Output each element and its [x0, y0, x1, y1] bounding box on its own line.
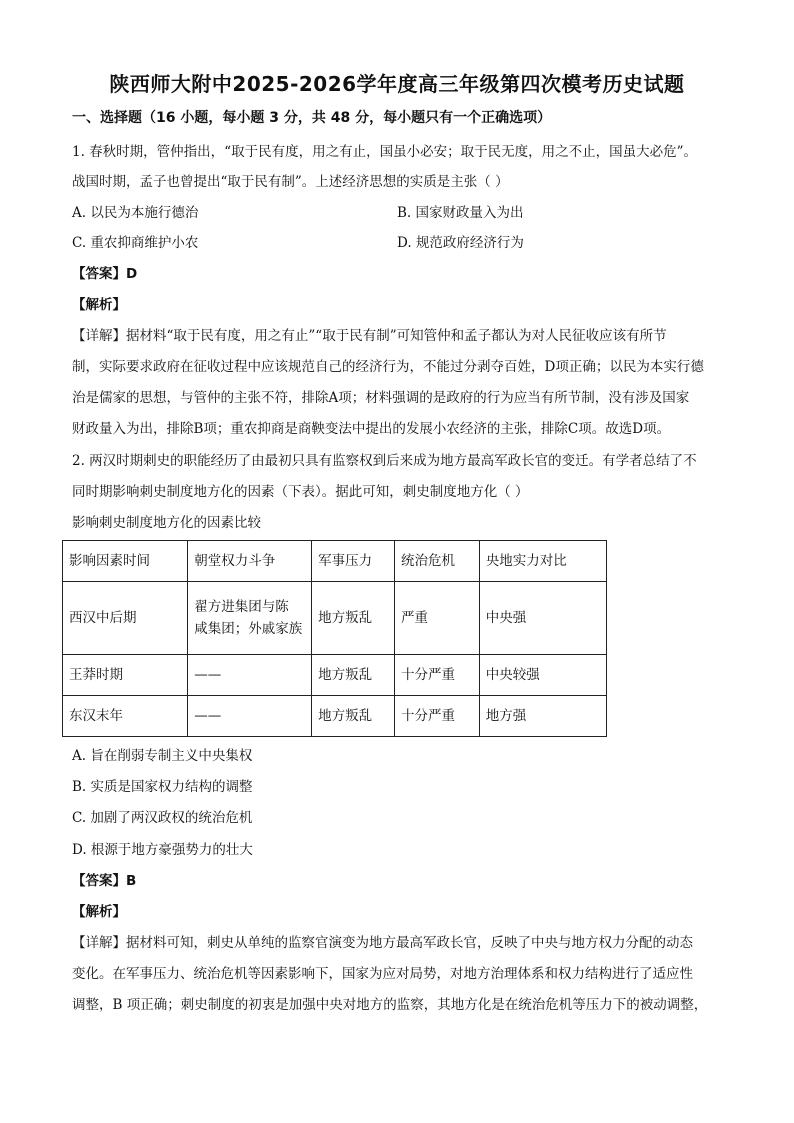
table-cell: 王莽时期 [63, 655, 188, 696]
q2-option-a: A. 旨在削弱专制主义中央集权 [72, 748, 253, 764]
table-cell: 中央较强 [479, 655, 606, 696]
q2-option-c: C. 加剧了两汉政权的统治危机 [72, 810, 253, 826]
table-header-cell: 军事压力 [312, 541, 395, 582]
q1-stem-line-2: 战国时期，孟子也曾提出“取于民有制”。上述经济思想的实质是主张（ ） [72, 174, 509, 190]
factors-table [62, 540, 607, 737]
q2-detail-line-1: 【详解】据材料可知，刺史从单纯的监察官演变为地方最高军政长官，反映了中央与地方权力分配的动态 [72, 935, 693, 951]
q2-option-d: D. 根源于地方豪强势力的壮大 [72, 842, 253, 858]
table-cell [188, 582, 312, 655]
table-cell: 严重 [394, 582, 479, 655]
q1-option-c: C. 重农抑商维护小农 [72, 235, 199, 251]
table-cell: 西汉中后期 [63, 582, 188, 655]
q1-option-d: D. 规范政府经济行为 [397, 235, 524, 251]
table-cell: 地方叛乱 [312, 655, 395, 696]
table-header-row [63, 541, 607, 582]
table-cell: —— [188, 655, 312, 696]
table-row [63, 696, 607, 737]
table-cell: 地方强 [479, 696, 606, 737]
q1-option-a: A. 以民为本施行德治 [72, 205, 199, 221]
q1-answer: 【答案】D [72, 266, 138, 282]
table-cell: —— [188, 696, 312, 737]
table-cell-line: 翟方进集团与陈 [194, 599, 289, 615]
q1-detail-line-1: 【详解】据材料“取于民有度，用之有止”“取于民有制”可知管仲和孟子都认为对人民征收应该有所节 [72, 328, 667, 344]
q2-detail-line-2: 变化。在军事压力、统治危机等因素影响下，国家为应对局势，对地方治理体系和权力结构进行了适应性 [72, 966, 693, 982]
q2-detail-line-3: 调整，B 项正确；刺史制度的初衷是加强中央对地方的监察，其地方化是在统治危机等压力下的被动调整， [72, 997, 708, 1013]
table-cell: 中央强 [479, 582, 606, 655]
section-header: 一、选择题（16 小题，每小题 3 分，共 48 分，每小题只有一个正确选项） [72, 110, 552, 126]
q2-answer: 【答案】B [72, 873, 137, 889]
table-cell: 东汉末年 [63, 696, 188, 737]
table-row [63, 655, 607, 696]
table-header-cell: 影响因素时间 [63, 541, 188, 582]
q2-stem-line-1: 2. 两汉时期刺史的职能经历了由最初只具有监察权到后来成为地方最高军政长官的变迁。有学者总结了不 [72, 453, 697, 469]
table-header-cell: 统治危机 [394, 541, 479, 582]
table-header-cell: 央地实力对比 [479, 541, 606, 582]
exam-title: 陕西师大附中2025-2026学年度高三年级第四次模考历史试题 [109, 72, 685, 96]
table-cell: 十分严重 [394, 655, 479, 696]
q2-stem-line-2: 同时期影响刺史制度地方化的因素（下表）。据此可知，刺史制度地方化（ ） [72, 484, 529, 500]
q2-analysis-label: 【解析】 [72, 904, 126, 920]
q1-detail-line-2: 制，实际要求政府在征收过程中应该规范自己的经济行为，不能过分剥夺百姓，D项正确；以民为本实行德 [72, 359, 704, 375]
q1-stem-line-1: 1. 春秋时期，管仲指出，“取于民有度，用之有止，国虽小必安；取于民无度，用之不止，国虽大必危”。 [72, 144, 697, 160]
q1-analysis-label: 【解析】 [72, 297, 126, 313]
q1-option-b: B. 国家财政量入为出 [397, 205, 524, 221]
table-header-cell: 朝堂权力斗争 [188, 541, 312, 582]
table-row [63, 582, 607, 655]
q2-option-b: B. 实质是国家权力结构的调整 [72, 779, 253, 795]
q1-detail-line-3: 治是儒家的思想，与管仲的主张不符，排除A项；材料强调的是政府的行为应当有所节制，没有涉及国家 [72, 390, 690, 406]
table-cell-line: 咸集团；外戚家族 [194, 621, 303, 637]
q1-detail-line-4: 财政量入为出，排除B项；重农抑商是商鞅变法中提出的发展小农经济的主张，排除C项。故选D项。 [72, 421, 671, 437]
table-cell: 地方叛乱 [312, 582, 395, 655]
table-caption: 影响刺史制度地方化的因素比较 [72, 515, 261, 531]
table-cell: 地方叛乱 [312, 696, 395, 737]
table-cell: 十分严重 [394, 696, 479, 737]
